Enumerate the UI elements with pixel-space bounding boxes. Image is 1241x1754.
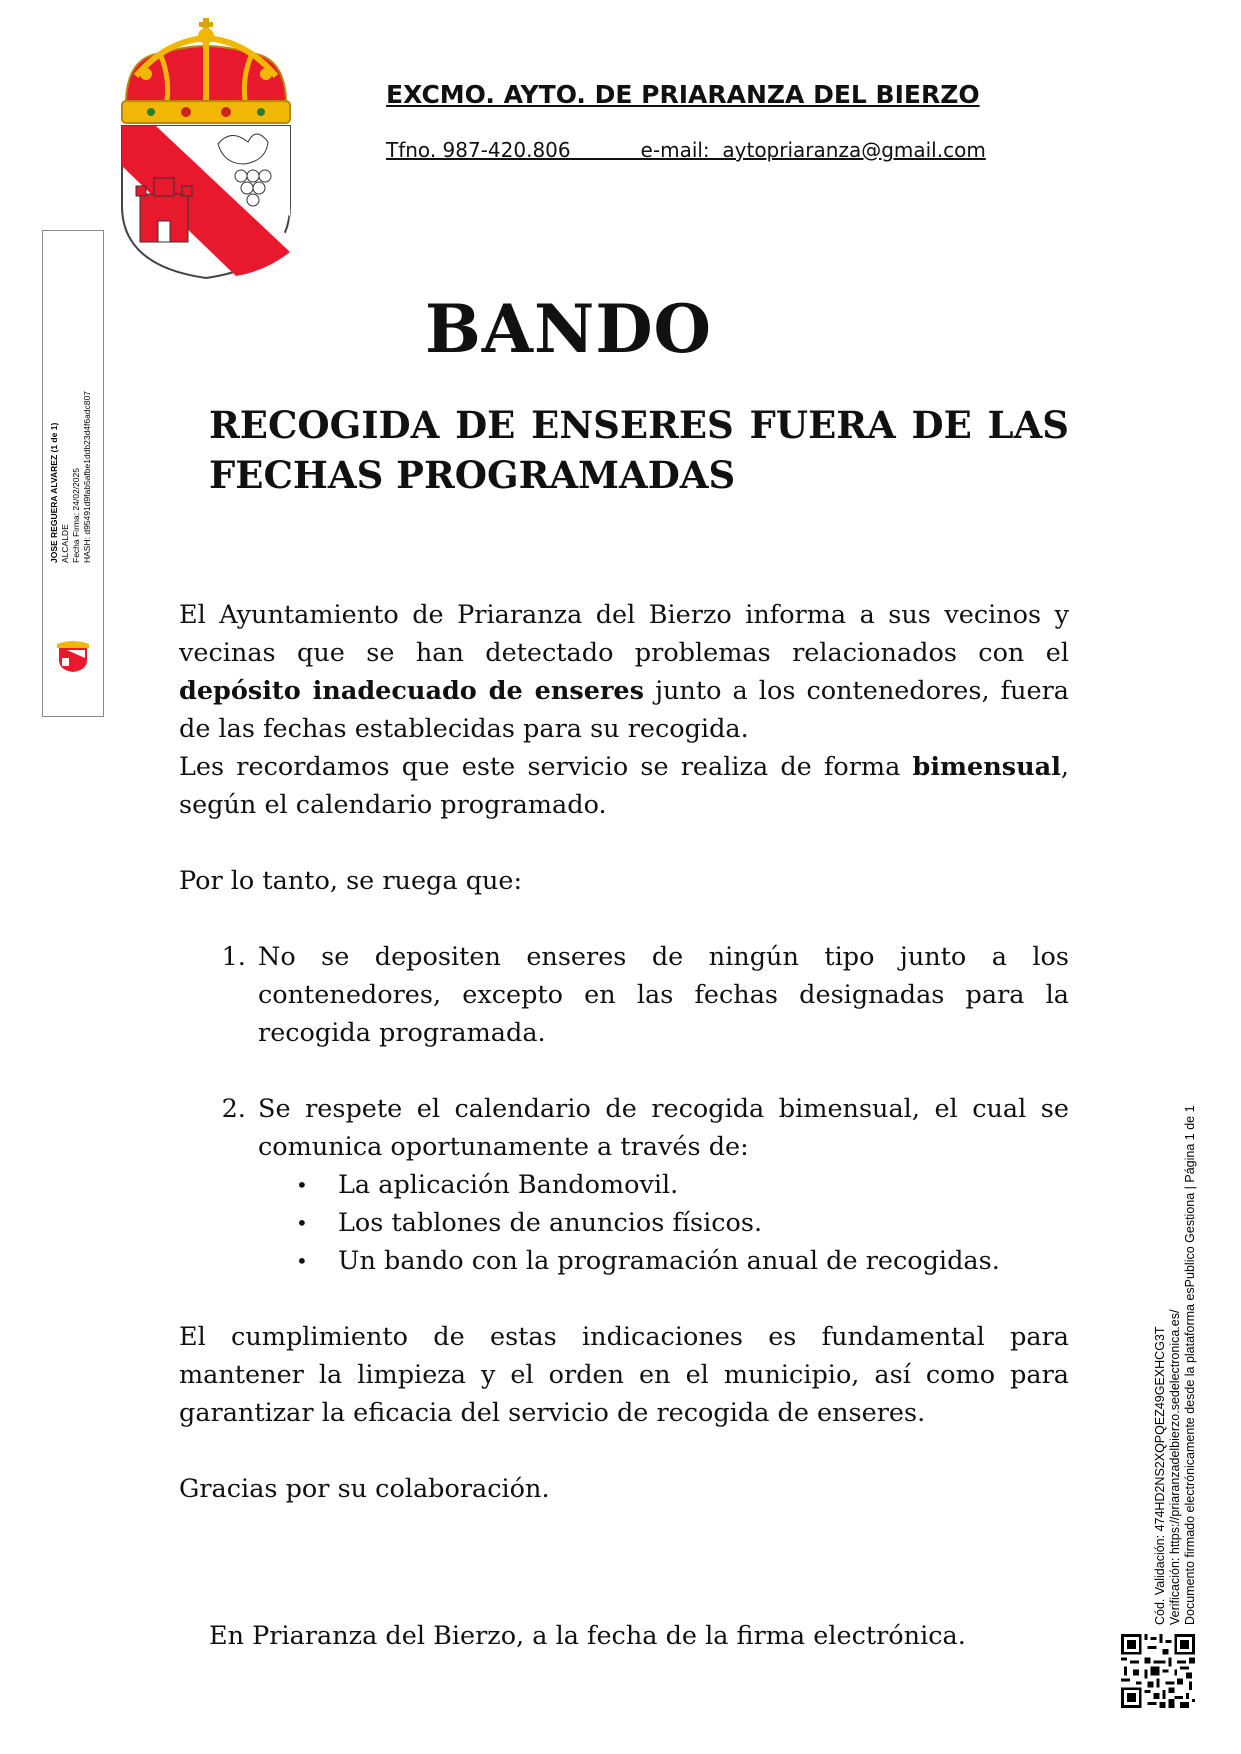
verification-url[interactable]: Verificación: https://priaranzadelbierzo.sedelectronica.es/ (1168, 1309, 1182, 1625)
signature-hash: HASH: d95491d9fab5afbe1ddb23d4f6adc807 (82, 390, 92, 563)
validation-code: Cód. Validación: 474HD2NS2XQPQEZ49GEXHCG3T (1153, 1326, 1167, 1625)
paragraph-compliance: El cumplimiento de estas indicaciones es fundamental para mantener la limpieza y el orden en el municipio, así como para garantizar la eficacia del servicio de recogida de enseres. (179, 1322, 1069, 1428)
verification-text (1153, 1095, 1201, 1625)
request-list-2 (179, 1090, 1069, 1280)
coat-of-arms-logo (116, 16, 296, 280)
crown-icon (122, 18, 290, 123)
signer-role: ALCALDE (60, 524, 70, 563)
mini-coat-of-arms-icon (53, 636, 93, 676)
bullet-item: • La aplicación Bandomovil. (334, 1166, 1069, 1204)
paragraph-intro: El Ayuntamiento de Priaranza del Bierzo informa a sus vecinos y vecinas que se han detectado problemas relacionados con el depósito inadecuado de enseres junto a los contenedores, fuera de las fechas establecidas para su recogida. (179, 600, 1069, 744)
document-body (179, 596, 1069, 1508)
header-contact: Tfno. 987-420.806 e-mail: aytopriaranza@gmail.com (386, 138, 986, 162)
bullet-item: • Los tablones de anuncios físicos. (334, 1204, 1069, 1242)
paragraph-request: Por lo tanto, se ruega que: (179, 866, 523, 896)
list-item: 1. No se depositen enseres de ningún tipo junto a los contenedores, excepto en las fechas designadas para la recogida programada. (254, 938, 1069, 1052)
qr-code-icon[interactable] (1121, 1634, 1195, 1708)
castle-icon (136, 178, 192, 242)
list-item: 2. Se respete el calendario de recogida bimensual, el cual se comunica oportunamente a través de: • La aplicación Bandomovil. • Los tablones de anuncios físicos. • Un bando con la programación anual de recogidas. (254, 1090, 1069, 1280)
signature-text (49, 83, 105, 563)
document-title: BANDO (425, 290, 713, 368)
platform-note: Documento firmado electrónicamente desde la plataforma esPublico Gestiona | Página 1 de 1 (1183, 1105, 1197, 1625)
paragraph-reminder: Les recordamos que este servicio se realiza de forma bimensual, según el calendario programado. (179, 752, 1069, 820)
signature-stamp (42, 230, 104, 717)
request-list (179, 938, 1069, 1052)
bullet-item: • Un bando con la programación anual de recogidas. (334, 1242, 1069, 1280)
paragraph-thanks: Gracias por su colaboración. (179, 1474, 550, 1504)
signer-name: JOSE REGUERA ALVAREZ (1 de 1) (49, 422, 59, 563)
closing-line: En Priaranza del Bierzo, a la fecha de la firma electrónica. (209, 1621, 966, 1651)
signature-date: Fecha Firma: 24/02/2025 (71, 468, 81, 563)
channel-list (258, 1166, 1069, 1280)
document-subtitle: RECOGIDA DE ENSERES FUERA DE LAS FECHAS PROGRAMADAS (209, 403, 1069, 497)
header-title: EXCMO. AYTO. DE PRIARANZA DEL BIERZO (386, 80, 980, 109)
